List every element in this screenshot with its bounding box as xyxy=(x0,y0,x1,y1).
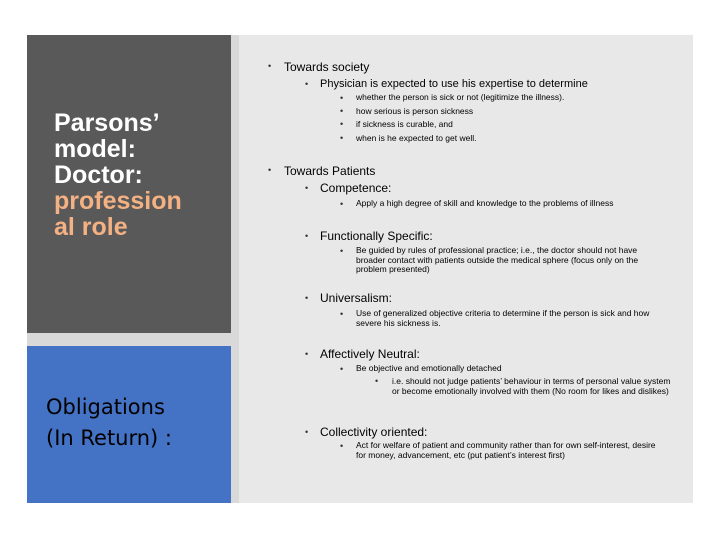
functional-description: Be guided by rules of professional practice; i.e., the doctor should not have broader contact with patients outside the medical sphere (focus only on the problem presented) xyxy=(356,245,639,274)
bullet-physician-expected: Physician is expected to use his expertise to determine xyxy=(320,78,588,90)
title-line-3: Doctor: xyxy=(54,161,143,189)
bullet-dot: • xyxy=(305,427,309,437)
bullet-dot: • xyxy=(305,183,309,193)
bullet-dot: • xyxy=(340,246,344,256)
bullet-dot: • xyxy=(340,309,344,319)
affective-sub-description: i.e. should not judge patients’ behaviour in terms of personal value system or become emotionally involved with them (No room for likes and dislikes) xyxy=(392,376,671,396)
bullet-dot: • xyxy=(340,133,344,143)
affective-description: Be objective and emotionally detached xyxy=(356,363,502,373)
bullet-competence: Competence: xyxy=(320,181,392,195)
slide-title xyxy=(54,110,224,240)
obligations-line-2: (In Return) : xyxy=(46,426,172,450)
bullet-towards-patients: Towards Patients xyxy=(284,164,376,178)
bullet-dot: • xyxy=(268,165,272,175)
bullet-towards-society: Towards society xyxy=(284,60,370,74)
bullet-dot: • xyxy=(305,349,309,359)
bullet-dot: • xyxy=(340,106,344,116)
collectivity-description: Act for welfare of patient and community rather than for own self-interest, desire for money, advancement, etc (put patient’s interest first) xyxy=(356,440,656,460)
society-item-3: if sickness is curable, and xyxy=(356,119,453,129)
bullet-dot: • xyxy=(340,199,344,209)
title-line-1: Parsons’ xyxy=(54,109,160,137)
universalism-description: Use of generalized objective criteria to determine if the person is sick and how severe his sickness is. xyxy=(356,308,650,328)
bullet-collectivity-oriented: Collectivity oriented: xyxy=(320,425,428,439)
society-item-1: whether the person is sick or not (legitimize the illness). xyxy=(356,92,565,102)
society-item-4: when is he expected to get well. xyxy=(356,133,477,143)
society-item-2: how serious is person sickness xyxy=(356,106,474,116)
obligations-heading xyxy=(46,392,226,454)
bullet-dot: • xyxy=(268,61,272,71)
competence-description: Apply a high degree of skill and knowledge to the problems of illness xyxy=(356,198,614,208)
bullet-functionally-specific: Functionally Specific: xyxy=(320,229,433,243)
bullet-dot: • xyxy=(340,364,344,374)
bullet-dot: • xyxy=(340,441,344,451)
obligations-line-1: Obligations xyxy=(46,395,165,419)
bullet-dot: • xyxy=(340,93,344,103)
bullet-dot: • xyxy=(375,376,379,386)
bullet-dot: • xyxy=(340,119,344,129)
title-accent-2: al role xyxy=(54,213,128,241)
title-accent-1: profession xyxy=(54,187,182,215)
bullet-affectively-neutral: Affectively Neutral: xyxy=(320,347,420,361)
bullet-dot: • xyxy=(305,231,309,241)
bullet-universalism: Universalism: xyxy=(320,291,393,305)
bullet-dot: • xyxy=(305,293,309,303)
bullet-dot: • xyxy=(305,79,309,89)
title-line-2: model: xyxy=(54,135,136,163)
